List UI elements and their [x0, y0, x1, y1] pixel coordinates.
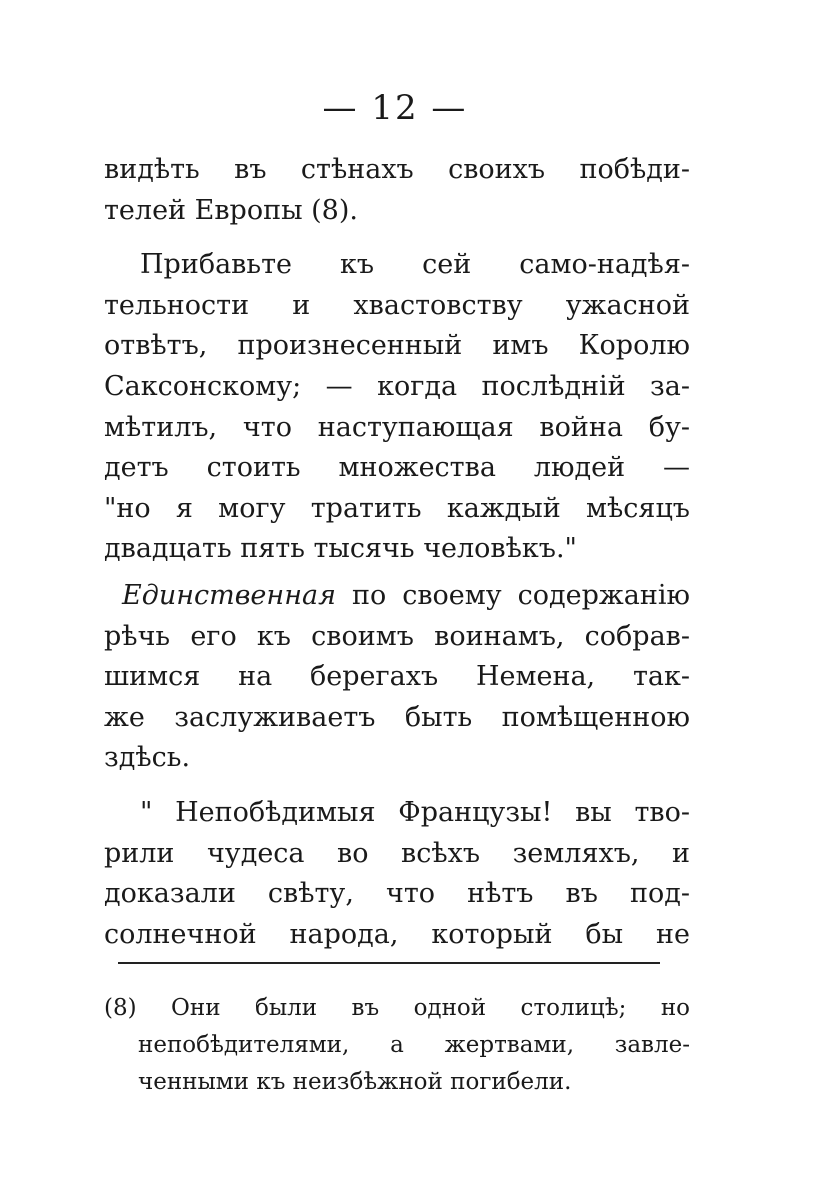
text-line: мѣтилъ, что наступающая война бу-: [104, 411, 690, 443]
footnote: [104, 990, 690, 1101]
text-line: солнечной народа, который бы не: [104, 918, 690, 950]
footnote-line: непобѣдителями, а жертвами, завле-: [138, 1032, 690, 1058]
text-line: рѣчь его къ своимъ воинамъ, собрав-: [104, 620, 690, 652]
footnote-line: ченными къ неизбѣжной погибели.: [138, 1069, 572, 1095]
text-line: же заслуживаетъ быть помѣщенною: [104, 701, 690, 733]
text-line: [104, 576, 690, 617]
text-line: тельности и хвастовству ужасной: [104, 289, 690, 321]
footnote-line: (8) Они были въ одной столицѣ; но: [104, 995, 690, 1021]
text-line: здѣсь.: [104, 742, 191, 774]
text-line: отвѣтъ, произнесенный имъ Королю: [104, 330, 690, 362]
italic-lead-word: Единственная: [122, 579, 336, 611]
paragraph-3: [104, 576, 690, 779]
paragraph-2: [104, 245, 690, 570]
text-line: Саксонскому; — когда послѣдній за-: [104, 370, 690, 402]
text-line: видѣть въ стѣнахъ своихъ побѣди-: [104, 154, 690, 185]
paragraph-1: [104, 150, 690, 231]
text-line: доказали свѣту, что нѣтъ въ под-: [104, 878, 690, 910]
text-line: двадцать пять тысячь человѣкъ.": [104, 533, 577, 565]
paragraph-4: [104, 793, 690, 955]
text-line: телей Европы (8).: [104, 194, 358, 226]
footnote-divider: [118, 962, 660, 964]
page-number: — 12 —: [322, 88, 468, 128]
body-text: [104, 150, 690, 955]
text-line: "но я могу тратить каждый мѣсяцъ: [104, 492, 690, 524]
text-line: детъ стоить множества людей —: [104, 452, 690, 484]
text-line: шимся на берегахъ Немена, так-: [104, 661, 690, 693]
text-line-rest: по своему содержанію: [335, 579, 690, 611]
text-line: " Непобѣдимыя Французы! вы тво-: [140, 796, 690, 828]
text-line: Прибавьте къ сей само-надѣя-: [140, 249, 690, 281]
text-line: рили чудеса во всѣхъ земляхъ, и: [104, 837, 690, 869]
